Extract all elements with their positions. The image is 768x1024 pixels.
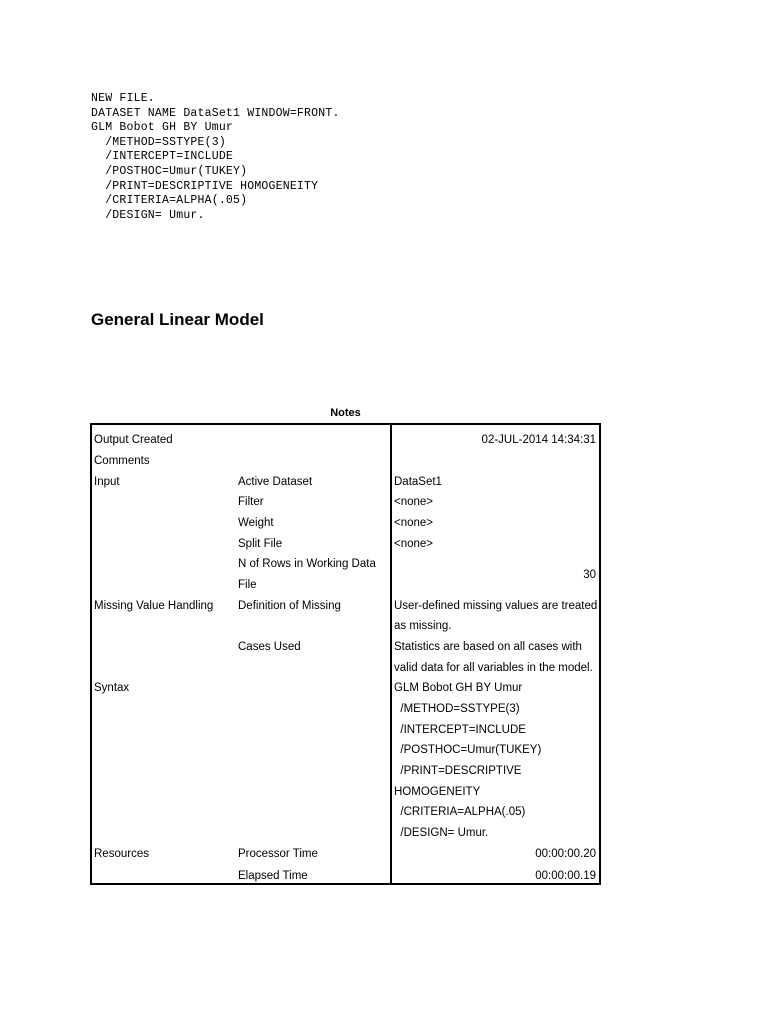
notes-caption: Notes (330, 407, 361, 419)
n-rows-value: 30 (583, 569, 596, 581)
split-file-label: Split File (238, 538, 283, 550)
syntax-line: /METHOD=SSTYPE(3) (91, 135, 226, 149)
n-rows-label-line2: File (238, 579, 257, 591)
n-rows-label-line1: N of Rows in Working Data (238, 558, 376, 570)
cases-used-value-line1: Statistics are based on all cases with (394, 641, 582, 653)
syntax-line: /POSTHOC=Umur(TUKEY) (91, 164, 248, 178)
syntax-line: GLM Bobot GH BY Umur (91, 121, 234, 135)
active-dataset-label: Active Dataset (238, 476, 313, 488)
syntax-line: /DESIGN= Umur. (91, 208, 205, 222)
syntax-value-line: /CRITERIA=ALPHA(.05) (394, 806, 526, 818)
definition-missing-value-line1: User-defined missing values are treated (394, 600, 598, 612)
elapsed-time-value: 00:00:00.19 (535, 870, 596, 882)
split-file-value: <none> (394, 538, 434, 550)
processor-time-label: Processor Time (238, 848, 318, 860)
active-dataset-value: DataSet1 (394, 476, 442, 488)
syntax-block (91, 92, 340, 223)
input-label: Input (94, 476, 120, 488)
syntax-value-line: /INTERCEPT=INCLUDE (394, 724, 526, 736)
syntax-value-line: /POSTHOC=Umur(TUKEY) (394, 744, 542, 756)
processor-time-value: 00:00:00.20 (535, 848, 596, 860)
output-created-value: 02-JUL-2014 14:34:31 (481, 434, 596, 446)
filter-value: <none> (394, 496, 434, 508)
syntax-line: DATASET NAME DataSet1 WINDOW=FRONT. (91, 106, 340, 120)
weight-value: <none> (394, 517, 434, 529)
missing-value-label: Missing Value Handling (94, 600, 214, 612)
cases-used-value-line2: valid data for all variables in the model. (394, 662, 593, 674)
syntax-line: NEW FILE. (91, 92, 155, 105)
syntax-value-line: GLM Bobot GH BY Umur (394, 682, 523, 694)
elapsed-time-label: Elapsed Time (238, 870, 308, 882)
column-divider (390, 425, 392, 883)
syntax-line: /PRINT=DESCRIPTIVE HOMOGENEITY (91, 179, 319, 193)
resources-label: Resources (94, 848, 149, 860)
comments-label: Comments (94, 455, 150, 467)
output-created-label: Output Created (94, 434, 173, 446)
syntax-line: /INTERCEPT=INCLUDE (91, 150, 234, 164)
cases-used-label: Cases Used (238, 641, 301, 653)
syntax-value-line: /DESIGN= Umur. (394, 827, 489, 839)
notes-table (90, 423, 601, 885)
syntax-value-line: /METHOD=SSTYPE(3) (394, 703, 520, 715)
definition-missing-value-line2: as missing. (394, 620, 452, 632)
syntax-value-line: HOMOGENEITY (394, 786, 481, 798)
syntax-value-line: /PRINT=DESCRIPTIVE (394, 765, 522, 777)
section-title: General Linear Model (91, 310, 264, 329)
filter-label: Filter (238, 496, 264, 508)
weight-label: Weight (238, 517, 274, 529)
syntax-label: Syntax (94, 682, 130, 694)
definition-missing-label: Definition of Missing (238, 600, 341, 612)
syntax-line: /CRITERIA=ALPHA(.05) (91, 194, 248, 208)
